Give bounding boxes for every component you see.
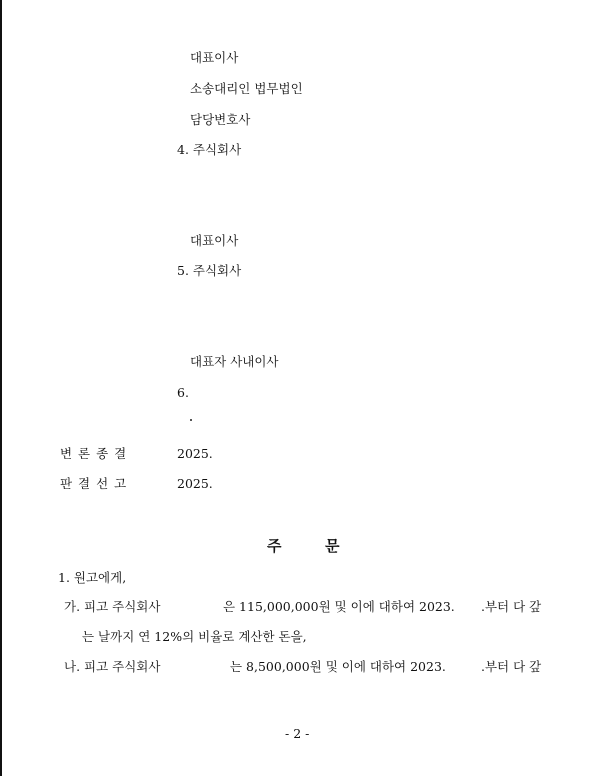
party3-lawyer-label: 담당변호사 [190,112,251,127]
order-ga-from: .부터 다 갚 [481,599,542,614]
party4-label: 4. 주식회사 [177,142,242,157]
order-ga-defendant: 가. 피고 주식회사 [64,599,161,614]
order-na-defendant: 나. 피고 주식회사 [64,659,161,674]
party5-label: 5. 주식회사 [177,263,242,278]
order-na-from: .부터 다 갚 [481,659,542,674]
judgment-date-label: 판 결 선 고 [60,476,128,491]
party4-ceo-label: 대표이사 [190,233,239,248]
order-ga-amount: 은 115,000,000원 및 이에 대하여 2023. [223,599,455,614]
order-na-amount: 는 8,500,000원 및 이에 대하여 2023. [230,659,446,674]
order-title-char1: 주 [267,537,282,555]
judgment-date-value: 2025. [177,476,213,491]
order-ga-line2: 는 날까지 연 12%의 비율로 계산한 돈을, [82,629,307,644]
page-left-border [0,0,2,776]
closing-date-value: 2025. [177,446,213,461]
closing-date-label: 변 론 종 결 [60,446,128,461]
page-number: - 2 - [285,726,310,741]
party5-ceo-label: 대표자 사내이사 [190,354,279,369]
order-item-1: 1. 원고에게, [58,570,127,585]
order-title-char2: 문 [325,537,340,555]
party3-ceo-label: 대표이사 [190,50,239,65]
stray-dot [190,419,192,421]
party6-label: 6. [177,385,189,400]
party3-attorney-label: 소송대리인 법무법인 [190,81,303,96]
